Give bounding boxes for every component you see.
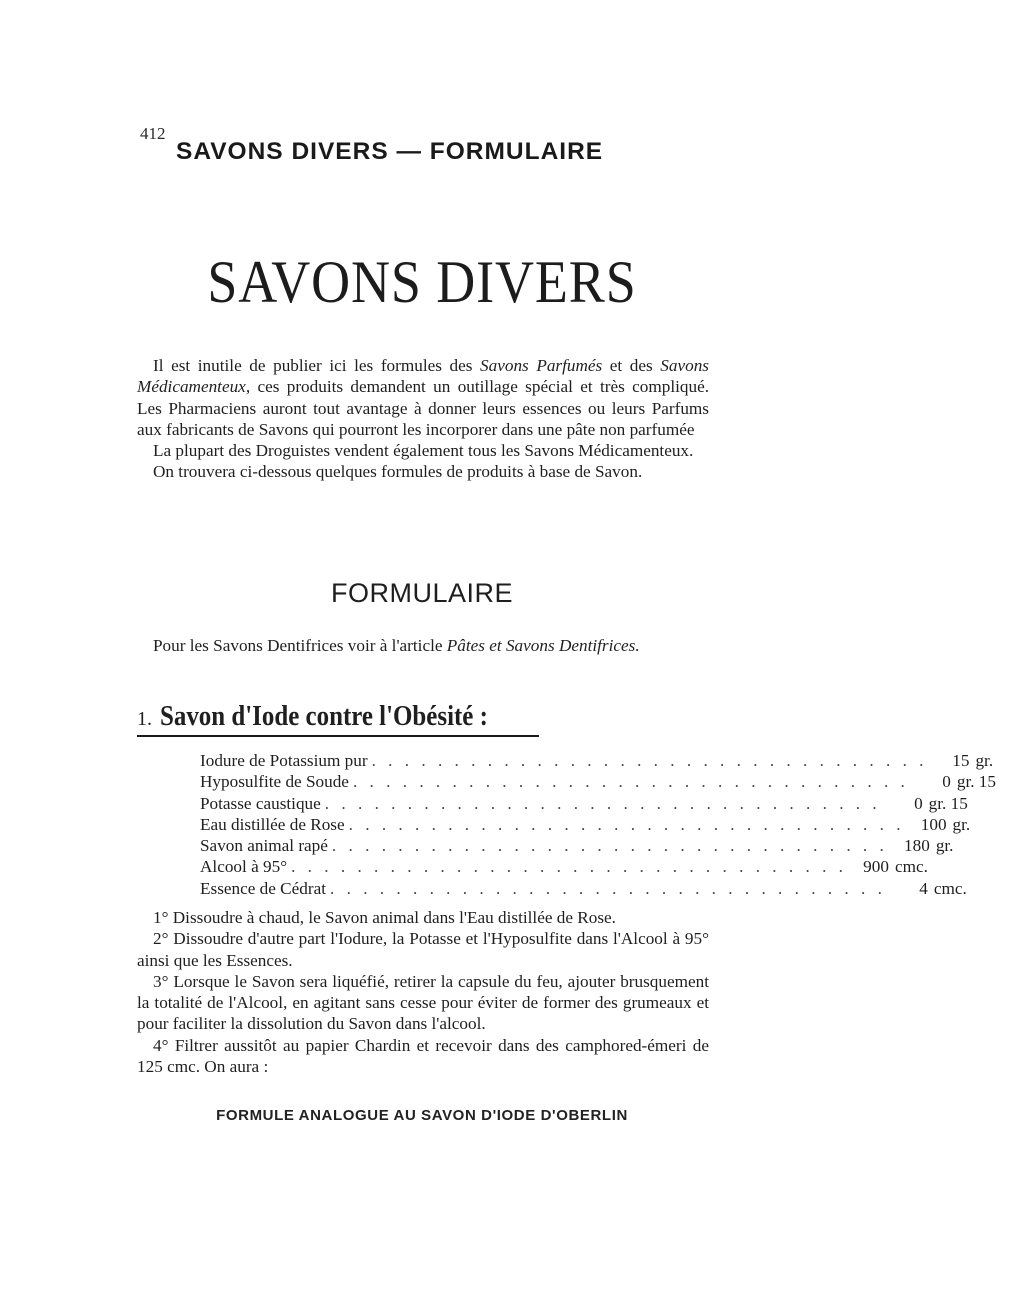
ingredient-row [200,856,928,877]
intro-text-run: Il est inutile de publier ici les formules des [153,356,481,375]
ingredient-quantity: 4 [919,878,928,898]
recipe-step: 1° Dissoudre à chaud, le Savon animal dans l'Eau distillée de Rose. [153,908,616,927]
ingredient-name: Essence de Cédrat [200,878,326,898]
ingredient-row [200,793,968,814]
ingredient-row [200,878,967,899]
intro-paragraph: On trouvera ci-dessous quelques formules de produits à base de Savon. [153,462,643,482]
recipe-heading-underline [137,735,539,737]
ingredient-unit: gr. [935,836,954,856]
ingredient-unit: cmc. [933,878,967,898]
recipe-step: 3° Lorsque le Savon sera liquéfié, retirer la capsule du feu, ajouter brusquement la totalité de l'Alcool, en agitant sans cesse pour éviter de former des grumeaux et pour faciliter la dissolution du Savon dans l'alcool. [137,971,709,1034]
dot-leader: . . . . . . . . . . . . . . . . . . . . . . . . . . . . . . . . . . [324,793,881,813]
dot-leader: . . . . . . . . . . . . . . . . . . . . . . . . . . . . . . . . . . [331,836,888,856]
intro-italic-term: Savons Parfumés [480,356,603,375]
dot-leader: . . . . . . . . . . . . . . . . . . . . . . . . . . . . . . . . . . [352,772,909,792]
ingredient-row [200,814,971,835]
ingredient-name: Potasse caustique [200,793,321,813]
ingredient-name: Hyposulfite de Soude [200,772,349,792]
ingredient-unit: gr. 15 [928,793,968,813]
ingredient-name: Alcool à 95° [200,857,288,877]
ingredient-list [200,750,996,899]
ingredient-quantity: 0 [942,772,951,792]
page-number: 412 [140,124,166,143]
dot-leader: . . . . . . . . . . . . . . . . . . . . . . . . . . . . . . . . . . [291,857,847,877]
recipe-number: 1. [137,708,152,730]
intro-paragraph: La plupart des Droguistes vendent également tous les Savons Médicamenteux. [153,441,694,461]
formula-caption: FORMULE ANALOGUE AU SAVON D'IODE D'OBERLIN [216,1107,628,1124]
recipe-step: 2° Dissoudre d'autre part l'Iodure, la Potasse et l'Hyposulfite dans l'Alcool à 95° ainsi que les Essences. [137,929,709,970]
recipe-steps [137,907,709,1077]
ingredient-name: Savon animal rapé [200,836,328,856]
ingredient-quantity: 180 [904,836,930,856]
recipe-step: 4° Filtrer aussitôt au papier Chardin et recevoir dans des camphored-émeri de 125 cmc. On aura : [137,1035,709,1077]
ingredient-unit: cmc. [894,857,928,877]
ingredient-name: Eau distillée de Rose [200,814,345,834]
ingredient-row [200,750,994,771]
note-paragraph [137,635,709,656]
intro-text [137,355,709,483]
ingredient-unit: gr. 15 [956,772,996,792]
section-title: FORMULAIRE [330,578,514,608]
ingredient-quantity: 15 [952,751,970,770]
ingredient-name: Iodure de Potassium pur [200,751,368,770]
intro-paragraph [137,355,709,440]
ingredient-row [200,771,996,792]
ingredient-quantity: 100 [920,814,947,834]
dot-leader: . . . . . . . . . . . . . . . . . . . . . . . . . . . . . . . . . . [330,878,886,898]
cross-reference-note [137,635,709,656]
dot-leader: . . . . . . . . . . . . . . . . . . . . . . . . . . . . . . . . . . [348,814,905,834]
ingredient-quantity: 0 [914,793,923,813]
chapter-title: SAVONS DIVERS [207,249,637,315]
dot-leader: . . . . . . . . . . . . . . . . . . . . . . . . . . . . . . . . . . [371,751,928,770]
intro-text-run: et des [602,356,661,375]
ingredient-unit: gr. [952,814,971,834]
intro-text-run: , ces produits demandent un outillage spécial et très compliqué. Les Pharmaciens auront tout avantage à donner leurs essences ou leurs Parfums aux fabricants de Savons qui pourront les incorporer dans une pâte non parfumée [137,377,709,439]
ingredient-unit: gr. [975,751,994,770]
recipe-heading [137,700,535,733]
note-text-run: Pour les Savons Dentifrices voir à l'article [153,636,447,655]
note-italic-reference: Pâtes et Savons Dentifrices. [446,636,640,655]
recipe-title: Savon d'Iode contre l'Obésité : [160,700,488,732]
running-head: SAVONS DIVERS — FORMULAIRE [176,138,604,165]
intro-italic-term: Savons Médicamenteux [137,356,709,397]
ingredient-quantity: 900 [863,857,889,877]
ingredient-row [200,835,954,856]
